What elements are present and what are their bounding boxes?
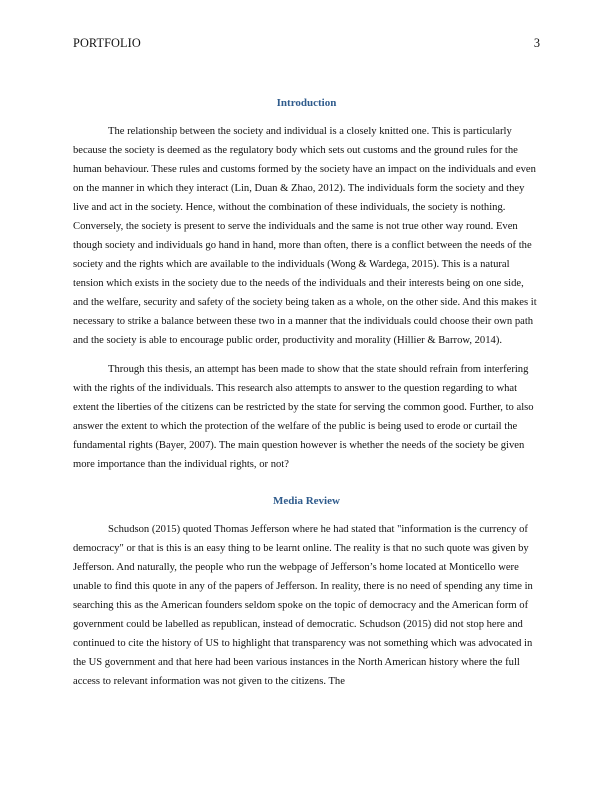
media-review-paragraph-1: Schudson (2015) quoted Thomas Jefferson where he had stated that "information is the currency of democracy" or that is this is an easy thing to be learnt online. The reality is that no such quote was given by Jefferson. And naturally, the people who run the webpage of Jefferson’s home located at Monticello were unable to find this quote in any of the papers of Jefferson. In reality, there is no need of spending any time in searching this as the American founders seldom spoke on the topic of democracy and the American form of government could be labelled as republican, instead of democratic. Schudson (2015) did not stop here and continued to cite the history of US to highlight that transparency was not something which was advocated in the US government and that here had been various instances in the North American history where the full access to relevant information was not given to the citizens. The xyxy=(73,524,533,687)
introduction-paragraph-2: Through this thesis, an attempt has been made to show that the state should refrain from interfering with the rights of the individuals. This research also attempts to answer to the question regarding to what extent the liberties of the citizens can be restricted by the state for serving the common good. Further, to also answer the extent to which the protection of the welfare of the public is being used to erode or curtail the fundamental rights (Bayer, 2007). The main question however is whether the needs of the society be given more importance than the individual rights, or not? xyxy=(73,364,534,470)
introduction-heading: Introduction xyxy=(276,97,337,109)
media-review-heading: Media Review xyxy=(273,495,340,507)
page-number: 3 xyxy=(533,36,540,50)
document-body xyxy=(73,94,540,691)
running-head: PORTFOLIO xyxy=(73,36,141,50)
introduction-paragraph-1: The relationship between the society and individual is a closely knitted one. This is particularly because the society is deemed as the regulatory body which sets out customs and the ground rules for the human behaviour. These rules and customs formed by the society have an impact on the individuals and even on the manner in which they interact (Lin, Duan & Zhao, 2012). The individuals form the society and they live and act in the society. Hence, without the combination of these individuals, the society is nothing. Conversely, the society is present to serve the individuals and the same is not true other way round. Even though society and individuals go hand in hand, more than often, there is a conflict between the needs of the society and the rights which are available to the individuals (Wong & Wardega, 2015). This is a natural tension which exists in the society due to the needs of the individuals and their interests being on one side, and the welfare, security and safety of the society being taken as a whole, on the other side. And this makes it necessary to strike a balance between these two in a manner that the individuals could choose their own path and the society is able to encourage public order, productivity and morality (Hillier & Barrow, 2014). xyxy=(73,126,537,346)
